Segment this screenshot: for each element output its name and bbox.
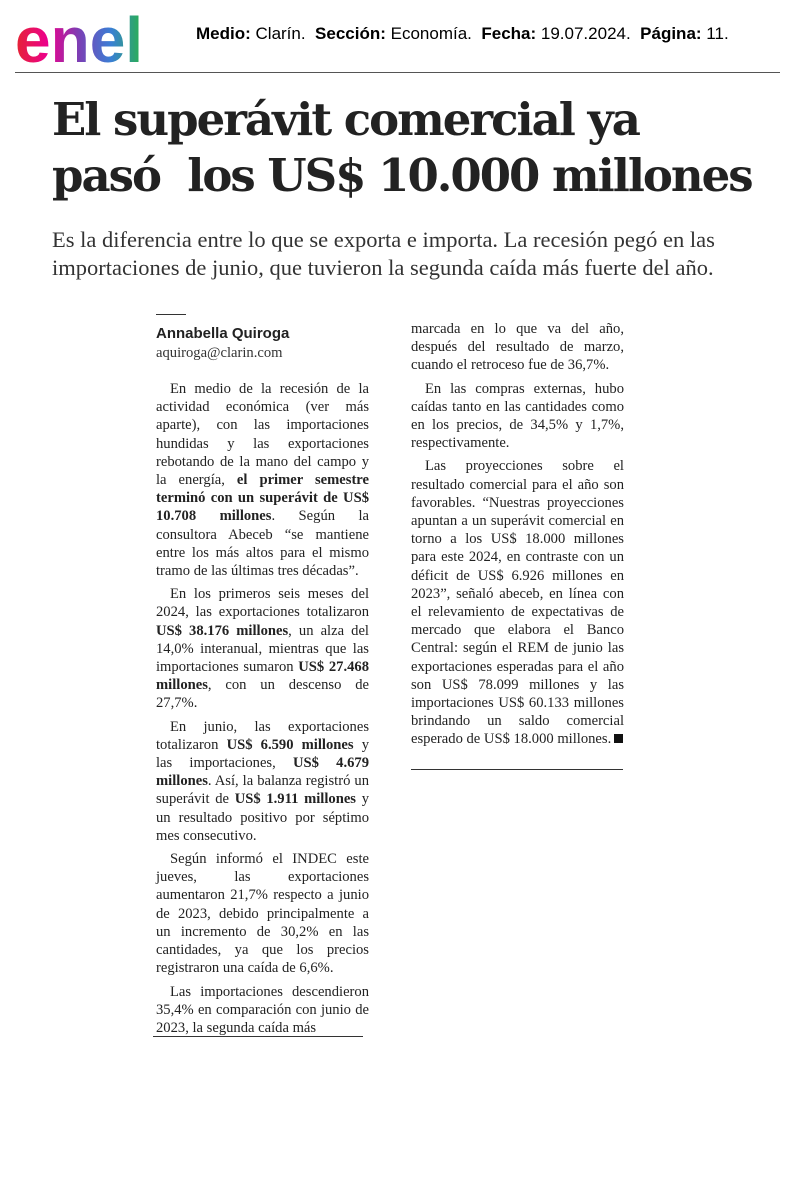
text-run: . Según la consultora Abeceb “se mantiene entre los más altos para el mismo tramo de las últimas tres décadas”. bbox=[156, 508, 370, 580]
header-divider bbox=[15, 72, 780, 73]
fecha-value: 19.07.2024. bbox=[540, 24, 631, 43]
article-column-1 bbox=[156, 380, 369, 1042]
medio-value: Clarín. bbox=[255, 24, 306, 43]
svg-text:enel: enel bbox=[15, 10, 144, 70]
paragraph bbox=[156, 380, 369, 580]
highlight-text: el primer semestre terminó con un superávit de US$ 10.708 millones bbox=[156, 472, 369, 525]
medio-label: Medio: bbox=[196, 24, 251, 43]
author-name: Annabella Quiroga bbox=[156, 325, 290, 342]
text-run: , un alza del 14,0% interanual, mientras que las importaciones sumaron bbox=[156, 622, 369, 676]
text-run: . Así, la balanza registró un superávit de bbox=[156, 773, 369, 808]
author-email: aquiroga@clarin.com bbox=[156, 345, 283, 361]
article-headline bbox=[52, 92, 792, 204]
highlight-text: US$ 6.590 millones bbox=[226, 736, 354, 753]
article-column-2 bbox=[411, 320, 624, 754]
paragraph: Las importaciones descendieron 35,4% en comparación con junio de 2023, la segunda caída más bbox=[156, 983, 369, 1036]
text-run: , con un descenso de 27,7%. bbox=[156, 677, 369, 712]
pagina-value: 11. bbox=[706, 24, 729, 43]
column-1-end-rule bbox=[153, 1036, 363, 1037]
paragraph bbox=[156, 585, 369, 712]
article-subhead: Es la diferencia entre lo que se exporta e importa. La recesión pegó en las importaciones de junio, que tuvieron la segunda caída más fuerte del año. bbox=[52, 227, 715, 280]
headline-line-2: pasó los US$ 10.000 millones bbox=[52, 149, 752, 202]
highlight-text: US$ 1.911 millones bbox=[234, 791, 356, 808]
text-run: En junio, las exportaciones totalizaron bbox=[156, 718, 369, 753]
paragraph: En las compras externas, hubo caídas tanto en las cantidades como en los precios, de 34,5% y 1,7%, respectivamente. bbox=[411, 380, 624, 452]
fecha-label: Fecha: bbox=[481, 24, 537, 43]
text-run: y las importaciones, bbox=[156, 736, 369, 772]
seccion-value: Economía. bbox=[390, 24, 472, 43]
text-run: En los primeros seis meses del 2024, las exportaciones totalizaron bbox=[156, 586, 369, 621]
paragraph bbox=[156, 718, 369, 845]
highlight-text: US$ 4.679 millones bbox=[156, 755, 369, 790]
headline-line-1: El superávit comercial ya bbox=[52, 93, 639, 146]
text-run: En medio de la recesión de la actividad económica (ver más aparte), con las importaciones hundidas y las exportaciones rebotando de la mano del campo y la energía, bbox=[156, 381, 369, 489]
text-run: Las proyecciones sobre el resultado comercial para el año son favorables. “Nuestras proyecciones apuntan a un superávit comercial en torno a los US$ 18.000 millones para este 2024, en contraste con un déficit de US$ 6.926 millones en 2023”, señaló abeceb, en línea con el relevamiento de expectativas de mercado que elabora el Banco Central: según el REM de junio las exportaciones esperadas para el año son US$ 78.099 millones y las importaciones US$ 60.133 millones brindando un saldo comercial esperado de US$ 18.000 millones. bbox=[411, 458, 624, 748]
end-of-article-mark bbox=[614, 734, 623, 743]
paragraph bbox=[411, 457, 624, 748]
press-clipping-meta bbox=[196, 24, 729, 44]
paragraph: Según informó el INDEC este jueves, las exportaciones aumentaron 21,7% respecto a junio de 2023, debido principalmente a un incremento de 30,2% en las cantidades, ya que los precios registraron una caída de 6,6%. bbox=[156, 851, 369, 977]
paragraph: marcada en lo que va del año, después del resultado de marzo, cuando el retroceso fue de 36,7%. bbox=[411, 321, 624, 374]
byline-rule bbox=[156, 314, 186, 315]
highlight-text: US$ 38.176 millones bbox=[156, 622, 289, 639]
highlight-text: US$ 27.468 millones bbox=[156, 659, 370, 694]
enel-logo bbox=[15, 10, 180, 70]
column-2-end-rule bbox=[411, 769, 623, 770]
text-run: y un resultado positivo por séptimo mes consecutivo. bbox=[156, 791, 369, 844]
pagina-label: Página: bbox=[640, 24, 702, 43]
seccion-label: Sección: bbox=[315, 24, 386, 43]
